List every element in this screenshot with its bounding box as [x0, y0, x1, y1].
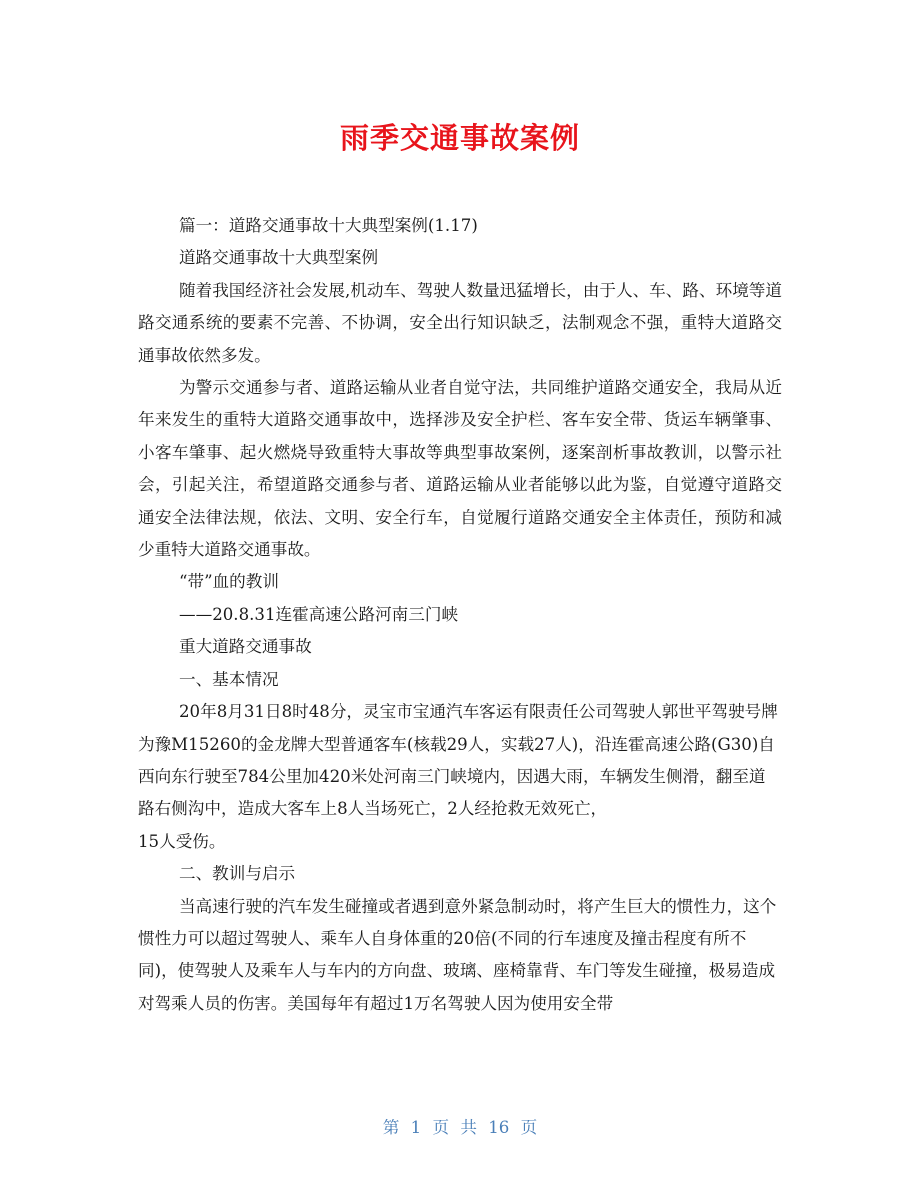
paragraph-intro: 随着我国经济社会发展,机动车、驾驶人数量迅猛增长，由于人、车、路、环境等道路交通系统的要素不完善、不协调，安全出行知识缺乏，法制观念不强，重特大道路交通事故依然多发。 [138, 280, 782, 365]
paragraph-case-subtitle-2: 重大道路交通事故 [179, 637, 312, 657]
paragraph-injured: 15人受伤。 [138, 831, 226, 851]
paragraph-basic-situation: 20年8月31日8时48分，灵宝市宝通汽车客运有限责任公司驾驶人郭世平驾驶号牌为豫M15260的金龙牌大型普通客车(核载29人，实载27人)，沿连霍高速公路(G30)自西向东行驶至784公里加420米处河南三门峡境内，因遇大雨，车辆发生侧滑，翻至道路右侧沟中，造成大客车上8人当场死亡，2人经抢救无效死亡， [138, 702, 778, 819]
paragraph-case-title: “带”血的教训 [179, 572, 279, 592]
page-footer: 第 1 页 共 16 页 [382, 1118, 538, 1137]
paragraph-basic-situation-heading: 一、基本情况 [179, 669, 279, 689]
paragraph-subheading: 道路交通事故十大典型案例 [179, 248, 379, 268]
paragraph-section-heading: 篇一：道路交通事故十大典型案例(1.17) [179, 216, 478, 235]
paragraph-case-subtitle: ——20.8.31连霍高速公路河南三门峡 [179, 604, 459, 624]
document-body [138, 210, 782, 1020]
paragraph-lessons-heading: 二、教训与启示 [179, 864, 296, 884]
paragraph-lessons: 当高速行驶的汽车发生碰撞或者遇到意外紧急制动时，将产生巨大的惯性力，这个惯性力可以超过驾驶人、乘车人自身体重的20倍(不同的行车速度及撞击程度有所不同)，使驾驶人及乘车人与车内的方向盘、玻璃、座椅靠背、车门等发生碰撞，极易造成对驾乘人员的伤害。美国每年有超过1万名驾驶人因为使用安全带 [138, 896, 777, 1013]
document-title: 雨季交通事故案例 [339, 121, 580, 155]
paragraph-purpose: 为警示交通参与者、道路运输从业者自觉守法，共同维护道路交通安全，我局从近年来发生的重特大道路交通事故中，选择涉及安全护栏、客车安全带、货运车辆肇事、小客车肇事、起火燃烧导致重特大事故等典型事故案例，逐案剖析事故教训，以警示社会，引起关注，希望道路交通参与者、道路运输从业者能够以此为鉴，自觉遵守道路交通安全法律法规，依法、文明、安全行车，自觉履行道路交通安全主体责任，预防和减少重特大道路交通事故。 [138, 378, 782, 560]
